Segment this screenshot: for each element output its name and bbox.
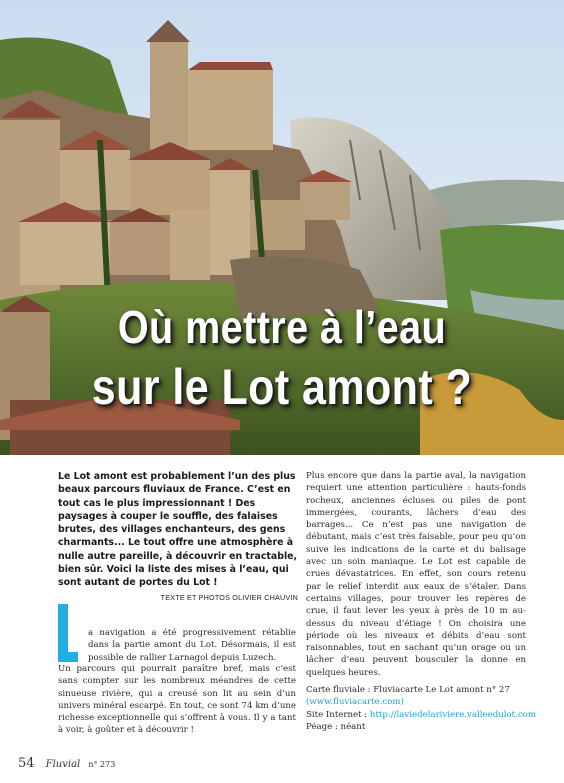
body-column-1-start: a navigation a été progressivement rétablie dans la partie amont du Lot. Désormais, il est possible de rallier Larnagol depuis Luzech.	[88, 628, 296, 663]
website-line	[306, 709, 536, 721]
body-column-1-rest: Un parcours qui pourrait paraître bref, mais c’est sans compter sur les nombreux méandres de cette sinueuse rivière, qui a creusé son lit au sein d’un univers minéral escarpé. En tout, ce sont 74 km d’une richesse exceptionnelle qui s’offrent à vous. Il y a tant à voir, à goûter et à découvrir !	[58, 664, 296, 736]
author-credit: TEXTE ET PHOTOS OLIVIER CHAUVIN	[160, 593, 298, 602]
issue-number: n° 273	[88, 760, 116, 769]
fluviacarte-link[interactable]: (www.fluviacarte.com)	[306, 697, 404, 708]
headline-line-1: Où mettre à l’eau	[117, 301, 447, 353]
dropcap-letter-l	[58, 604, 78, 662]
page-number: 54	[18, 756, 35, 771]
body-column-2: Plus encore que dans la partie aval, la navigation requiert une attention particulière : hauts-fonds rocheux, anciennes écluses ou piles de pont immergées, courants, lâchers d’eau des barrages... Ce n’est pas une navigation de débutant, mais c’est très faisable, pour peu qu’on suive les indications de la carte et du balisage avec un soin maniaque. Le Lot est capable de crues dévastatrices. En effet, son cours retenu par le relief interdit aux eaux de s’étaler. Dans certains villages, pour trouver les repères de crue, il faut lever les yeux à près de 10 m au-dessus du niveau d’étiage ! On choisira une période où les niveaux et débits d’eau sont raisonnables, tout en sachant qu’un orage ou un lâcher d’eau peuvent bousculer la donne en quelques heures.	[306, 471, 526, 678]
website-link[interactable]: http://laviedelariviere.valleedulot.com	[369, 709, 536, 720]
toll-info: Péage : néant	[306, 721, 366, 732]
practical-info	[306, 684, 536, 733]
website-label: Site Internet :	[306, 709, 368, 720]
headline-line-2: sur le Lot amont ?	[91, 359, 473, 415]
map-reference: Carte fluviale : Fluviacarte Le Lot amont n° 27	[306, 685, 510, 695]
magazine-name: Fluvial	[45, 759, 81, 770]
page-footer	[18, 752, 115, 771]
intro-paragraph: Le Lot amont est probablement l’un des plus beaux parcours fluviaux de France. C’est en tout cas le plus impressionnant ! Des paysages à couper le souffle, des falaises brutes, des villages enchanteurs, des gens charmants... Le tout offre une atmosphère à nulle autre pareille, à découvrir en tractable, bien sûr. Voici la liste des mises à l’eau, qui sont autant de portes du Lot !	[58, 471, 298, 589]
